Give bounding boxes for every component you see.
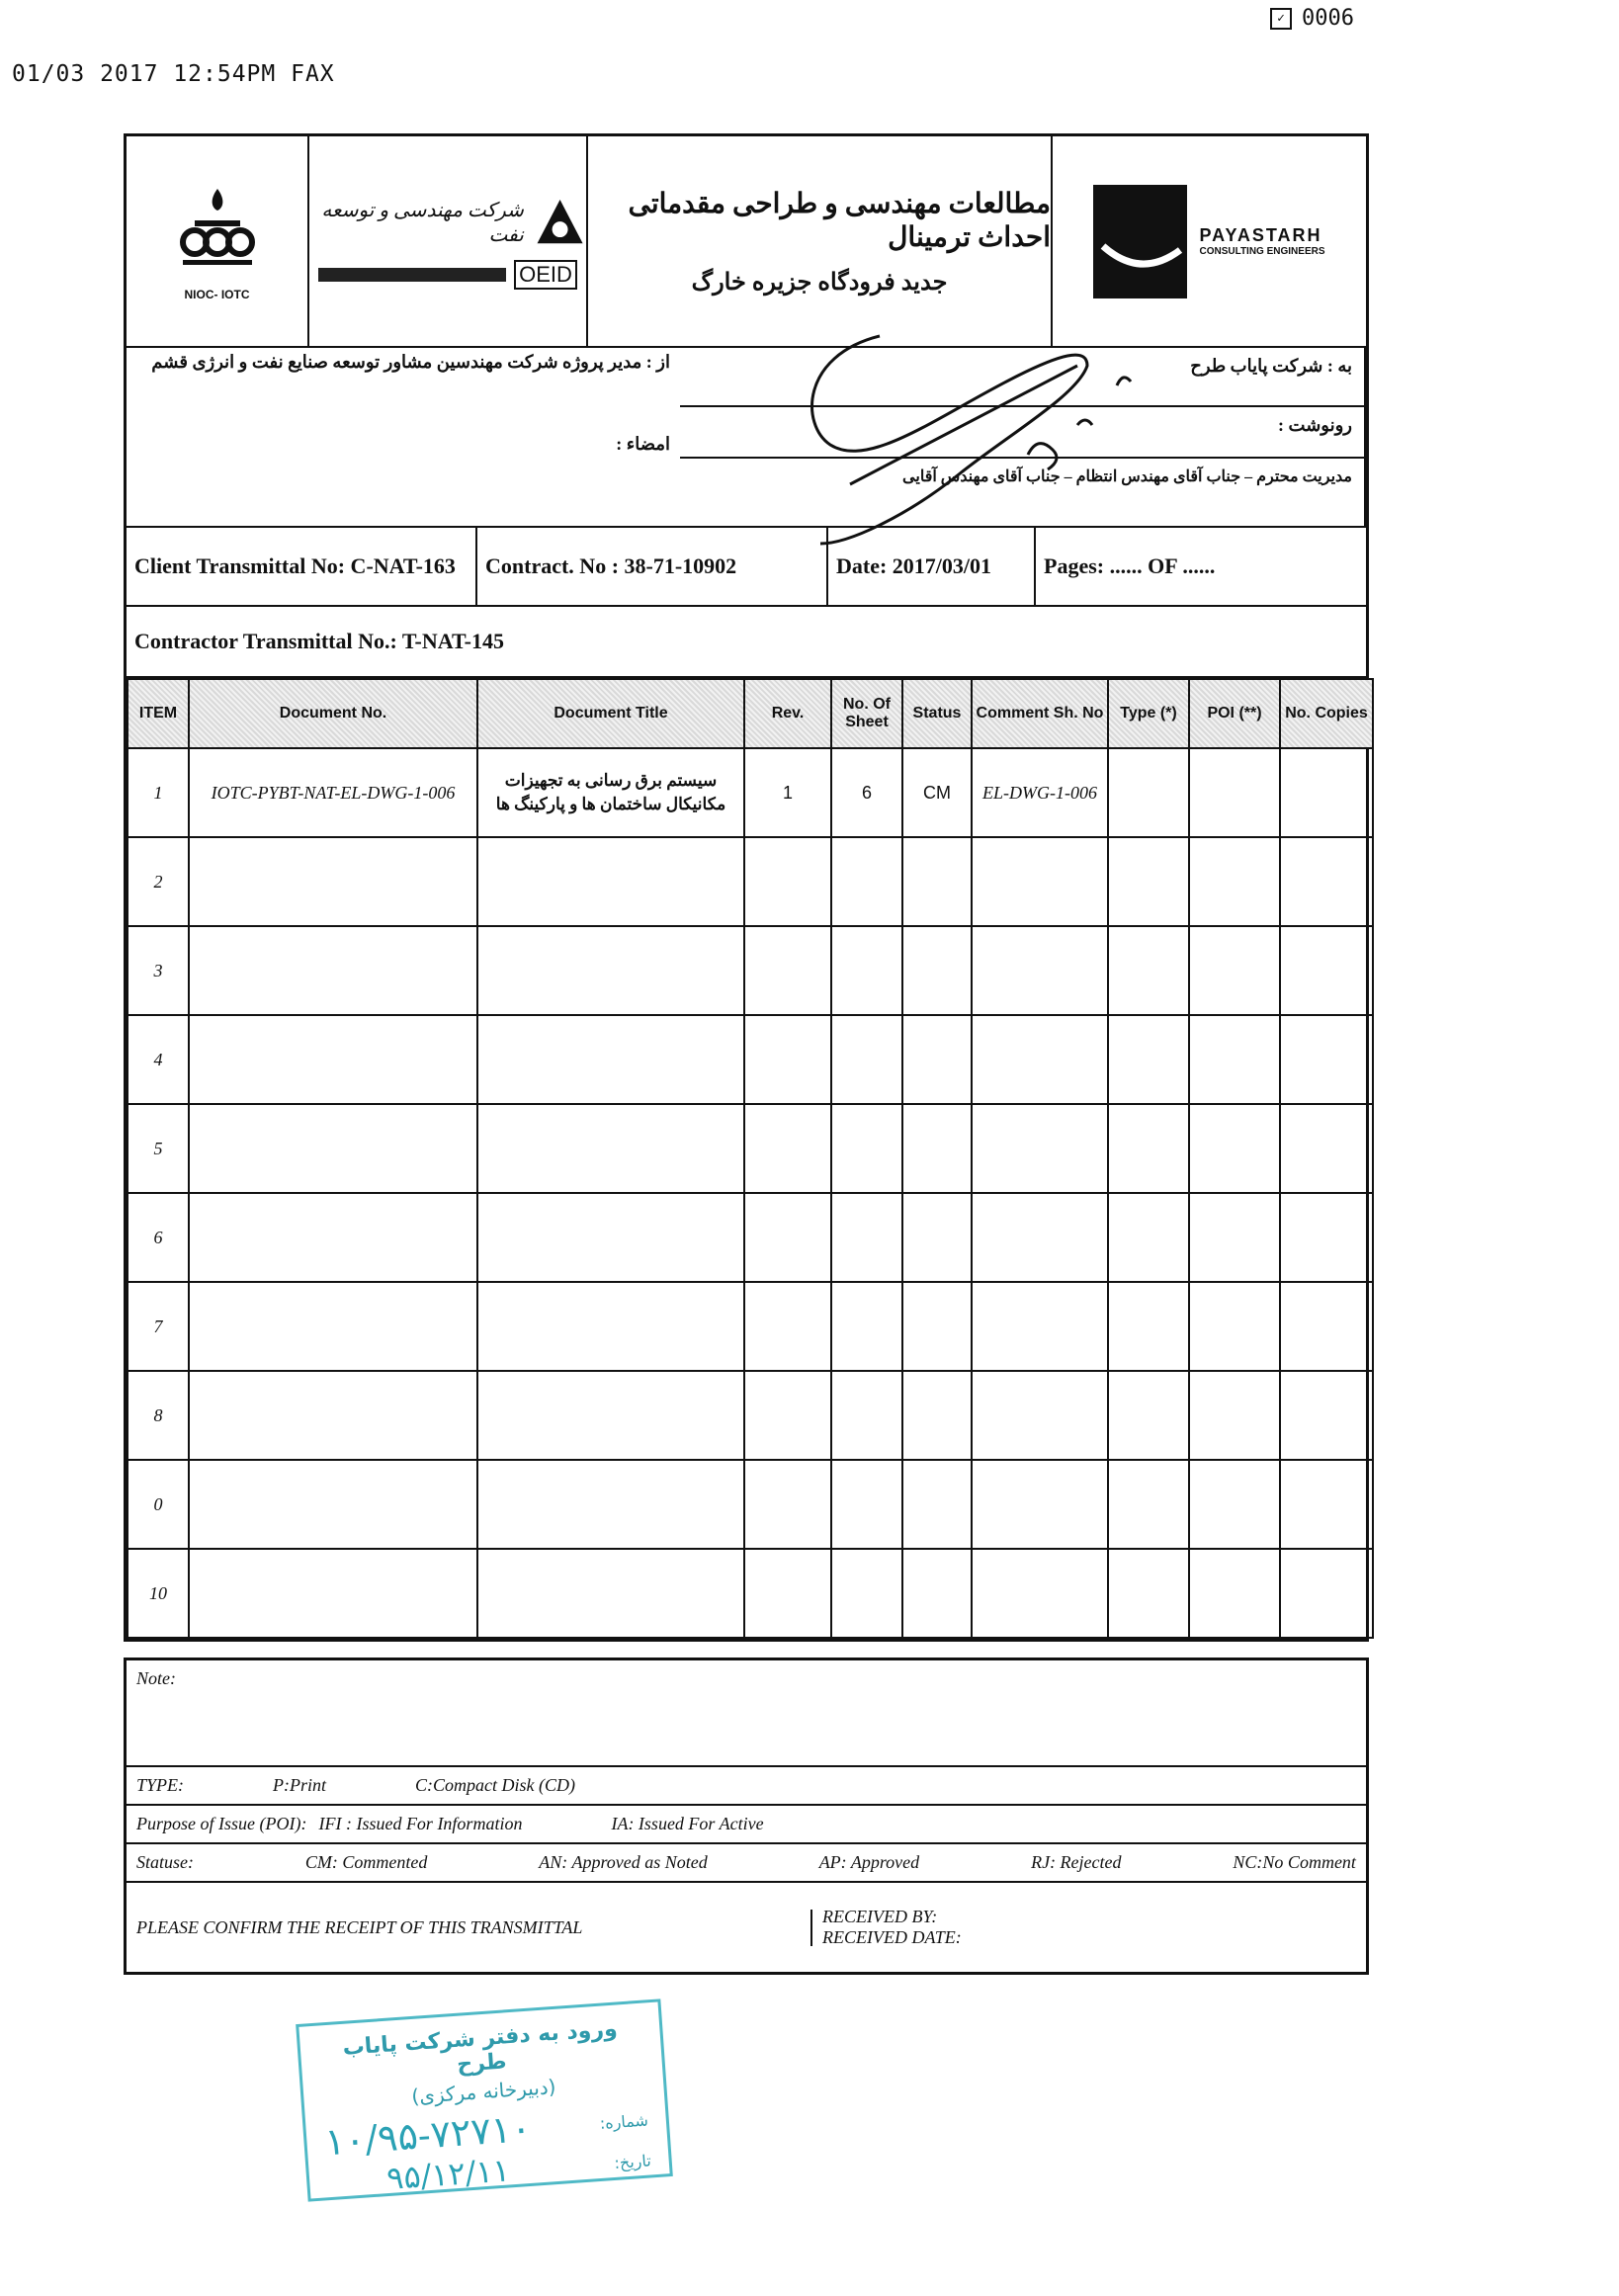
page-counter-value: 0006 xyxy=(1302,6,1354,31)
oeid-logo-icon xyxy=(534,193,586,252)
cell-sheets xyxy=(831,1282,902,1371)
cc-label: رونوشت : xyxy=(680,407,1364,459)
cell-item: 10 xyxy=(128,1549,189,1638)
cc-value: مدیریت محترم – جناب آقای مهندس انتظام – جناب آقای مهندس آقایی xyxy=(902,468,1352,485)
column-header: Comment Sh. No xyxy=(972,679,1108,748)
cell-poi xyxy=(1189,1371,1280,1460)
cell-doc-no xyxy=(189,1193,477,1282)
poi-row xyxy=(127,1806,1366,1844)
column-header: Rev. xyxy=(744,679,831,748)
column-header: Status xyxy=(902,679,972,748)
routing-from xyxy=(127,348,680,526)
status-an: AN: Approved as Noted xyxy=(539,1852,708,1872)
table-row xyxy=(128,1193,1373,1282)
cell-status xyxy=(902,926,972,1015)
table-row xyxy=(128,837,1373,926)
status-cm: CM: Commented xyxy=(304,1852,428,1872)
cell-item: 3 xyxy=(128,926,189,1015)
column-header: Document Title xyxy=(477,679,744,748)
form-header xyxy=(127,136,1366,348)
table-row xyxy=(128,1015,1373,1104)
cell-title: سیستم برق رسانی به تجهیزات مکانیکال ساختمان ها و پارکینگ ها xyxy=(477,748,744,837)
cell-comment xyxy=(972,837,1108,926)
cell-comment xyxy=(972,1104,1108,1193)
fax-header: 01/03 2017 12:54PM FAX xyxy=(12,61,335,87)
cell-type xyxy=(1108,1193,1189,1282)
column-header: ITEM xyxy=(128,679,189,748)
cell-status xyxy=(902,1104,972,1193)
cell-item: 1 xyxy=(128,748,189,837)
cell-sheets xyxy=(831,926,902,1015)
stamp-number-label: شماره: xyxy=(599,2110,649,2133)
cell-doc-no xyxy=(189,1460,477,1549)
cell-rev xyxy=(744,1549,831,1638)
table-row xyxy=(128,926,1373,1015)
cell-type xyxy=(1108,1549,1189,1638)
cell-rev: 1 xyxy=(744,748,831,837)
cell-copies xyxy=(1280,1460,1373,1549)
type-label: TYPE: xyxy=(136,1775,185,1795)
column-header: Document No. xyxy=(189,679,477,748)
cell-status xyxy=(902,1282,972,1371)
cell-copies xyxy=(1280,1282,1373,1371)
cell-copies xyxy=(1280,1104,1373,1193)
cell-rev xyxy=(744,1015,831,1104)
cell-comment xyxy=(972,1371,1108,1460)
cell-poi xyxy=(1189,1549,1280,1638)
type-print: P:Print xyxy=(273,1775,327,1795)
project-title-cell xyxy=(588,136,1053,346)
cell-title xyxy=(477,1460,744,1549)
cell-doc-no xyxy=(189,1371,477,1460)
stamp-date-label: تاریخ: xyxy=(613,2150,652,2172)
nioc-logo-icon xyxy=(173,181,262,270)
poi-label: Purpose of Issue (POI): xyxy=(136,1814,307,1833)
cell-sheets xyxy=(831,1015,902,1104)
cell-status xyxy=(902,1549,972,1638)
cell-comment xyxy=(972,1282,1108,1371)
payastarh-sub: CONSULTING ENGINEERS xyxy=(1199,246,1325,257)
document-table xyxy=(127,678,1374,1639)
type-row xyxy=(127,1767,1366,1806)
cell-status xyxy=(902,837,972,926)
cell-doc-no xyxy=(189,837,477,926)
cell-title xyxy=(477,1104,744,1193)
cell-title xyxy=(477,926,744,1015)
cell-rev xyxy=(744,1371,831,1460)
cell-copies xyxy=(1280,837,1373,926)
cell-status xyxy=(902,1193,972,1282)
confirm-cell xyxy=(127,1910,812,1946)
cell-rev xyxy=(744,1104,831,1193)
project-title: مطالعات مهندسی و طراحی مقدماتی احداث ترمینال xyxy=(628,188,1051,253)
column-header: POI (**) xyxy=(1189,679,1280,748)
cell-type xyxy=(1108,1015,1189,1104)
transmittal-date: Date: 2017/03/01 xyxy=(828,528,1036,605)
cell-poi xyxy=(1189,748,1280,837)
cell-item: 7 xyxy=(128,1282,189,1371)
stamp-line1: ورود به دفتر شرکت پایاب طرح xyxy=(341,2016,619,2078)
signature-label: امضاء : xyxy=(616,434,670,454)
type-cd: C:Compact Disk (CD) xyxy=(415,1775,575,1795)
cell-type xyxy=(1108,837,1189,926)
column-header: No. Of Sheet xyxy=(831,679,902,748)
oeid-label: OEID xyxy=(514,260,577,290)
cell-comment: EL-DWG-1-006 xyxy=(972,748,1108,837)
cell-copies xyxy=(1280,1371,1373,1460)
oeid-logo-cell xyxy=(309,136,588,346)
table-row xyxy=(128,1549,1373,1638)
routing-section xyxy=(127,348,1366,528)
checkbox-icon: ✓ xyxy=(1270,8,1292,30)
cell-type xyxy=(1108,1282,1189,1371)
cell-doc-no xyxy=(189,1282,477,1371)
cell-doc-no: IOTC-PYBT-NAT-EL-DWG-1-006 xyxy=(189,748,477,837)
cell-title xyxy=(477,1282,744,1371)
oeid-bar xyxy=(318,268,506,282)
cell-rev xyxy=(744,926,831,1015)
column-header: No. Copies xyxy=(1280,679,1373,748)
poi-ia: IA: Issued For Active xyxy=(611,1814,764,1833)
stamp-line2: (دبیرخانه مرکزی) xyxy=(410,2074,557,2109)
cell-sheets xyxy=(831,1104,902,1193)
cell-title xyxy=(477,1549,744,1638)
cell-comment xyxy=(972,1460,1108,1549)
cell-sheets xyxy=(831,837,902,926)
cell-sheets xyxy=(831,1371,902,1460)
notes-section xyxy=(124,1658,1369,1975)
status-row xyxy=(127,1844,1366,1883)
table-row xyxy=(128,748,1373,837)
cell-title xyxy=(477,1015,744,1104)
cell-doc-no xyxy=(189,926,477,1015)
cell-item: 2 xyxy=(128,837,189,926)
note-row xyxy=(127,1660,1366,1767)
receipt-stamp xyxy=(296,1998,673,2201)
cell-poi xyxy=(1189,837,1280,926)
stamp-date-value: ۹۵/۱۲/۱۱ xyxy=(384,2151,511,2198)
cell-sheets xyxy=(831,1193,902,1282)
from-label: از : مدیر پروژه شرکت مهندسین مشاور توسعه صنایع نفت و انرژی قشم xyxy=(151,352,670,372)
transmittal-form xyxy=(124,133,1369,1975)
cell-rev xyxy=(744,1282,831,1371)
cell-title xyxy=(477,1371,744,1460)
client-transmittal: Client Transmittal No: C-NAT-163 xyxy=(127,528,477,605)
project-subtitle: جدید فرودگاه جزیره خارگ xyxy=(691,269,948,296)
routing-to xyxy=(680,348,1366,526)
cell-poi xyxy=(1189,1460,1280,1549)
cell-copies xyxy=(1280,1015,1373,1104)
cell-sheets xyxy=(831,1460,902,1549)
cell-status xyxy=(902,1371,972,1460)
cell-comment xyxy=(972,926,1108,1015)
column-header: Type (*) xyxy=(1108,679,1189,748)
status-label: Statuse: xyxy=(136,1852,194,1872)
transmittal-row xyxy=(127,528,1366,607)
cell-item: 6 xyxy=(128,1193,189,1282)
payastarh-name: PAYASTARH xyxy=(1199,225,1322,245)
cell-status xyxy=(902,1460,972,1549)
cell-comment xyxy=(972,1549,1108,1638)
nioc-label: NIOC- IOTC xyxy=(184,288,250,301)
cell-copies xyxy=(1280,748,1373,837)
cell-status: CM xyxy=(902,748,972,837)
cell-poi xyxy=(1189,1282,1280,1371)
table-row xyxy=(128,1282,1373,1371)
cell-rev xyxy=(744,837,831,926)
to-label: به : شرکت پایاب طرح xyxy=(680,348,1364,407)
cell-type xyxy=(1108,1104,1189,1193)
received-by: RECEIVED BY: xyxy=(822,1907,938,1926)
confirm-row xyxy=(127,1883,1366,1972)
cell-doc-no xyxy=(189,1015,477,1104)
cell-comment xyxy=(972,1015,1108,1104)
nioc-logo-cell xyxy=(127,136,309,346)
confirm-text: PLEASE CONFIRM THE RECEIPT OF THIS TRANSMITTAL xyxy=(136,1916,583,1937)
cell-poi xyxy=(1189,926,1280,1015)
cell-doc-no xyxy=(189,1549,477,1638)
cell-title xyxy=(477,837,744,926)
contract-number: Contract. No : 38-71-10902 xyxy=(477,528,828,605)
cell-status xyxy=(902,1015,972,1104)
cell-poi xyxy=(1189,1015,1280,1104)
stamp-number-value: ۱۰/۹۵-۷۲۷۱۰ xyxy=(323,2105,533,2165)
cell-copies xyxy=(1280,1193,1373,1282)
table-row xyxy=(128,1460,1373,1549)
cell-type xyxy=(1108,1371,1189,1460)
page-counter xyxy=(1270,6,1354,31)
status-rj: RJ: Rejected xyxy=(1031,1852,1122,1872)
contractor-transmittal: Contractor Transmittal No.: T-NAT-145 xyxy=(127,607,1366,678)
cell-doc-no xyxy=(189,1104,477,1193)
cell-copies xyxy=(1280,1549,1373,1638)
table-header-row xyxy=(128,679,1373,748)
oeid-company-name: شرکت مهندسی و توسعه نفت xyxy=(321,200,524,246)
table-row xyxy=(128,1371,1373,1460)
cell-item: 5 xyxy=(128,1104,189,1193)
status-ap: AP: Approved xyxy=(818,1852,920,1872)
cell-title xyxy=(477,1193,744,1282)
note-label: Note: xyxy=(136,1668,176,1688)
cell-type xyxy=(1108,748,1189,837)
cell-poi xyxy=(1189,1193,1280,1282)
received-date: RECEIVED DATE: xyxy=(822,1927,962,1947)
cell-item: 4 xyxy=(128,1015,189,1104)
cell-sheets: 6 xyxy=(831,748,902,837)
cell-item: 0 xyxy=(128,1460,189,1549)
table-row xyxy=(128,1104,1373,1193)
cell-sheets xyxy=(831,1549,902,1638)
cell-item: 8 xyxy=(128,1371,189,1460)
cell-copies xyxy=(1280,926,1373,1015)
payastarh-logo-icon xyxy=(1093,185,1187,298)
status-nc: NC:No Comment xyxy=(1233,1852,1356,1872)
received-cell xyxy=(812,1899,1366,1956)
poi-ifi: IFI : Issued For Information xyxy=(318,1814,523,1833)
cell-poi xyxy=(1189,1104,1280,1193)
cell-comment xyxy=(972,1193,1108,1282)
cell-type xyxy=(1108,926,1189,1015)
form-body xyxy=(124,133,1369,1642)
cell-rev xyxy=(744,1460,831,1549)
cell-rev xyxy=(744,1193,831,1282)
payastarh-logo-cell xyxy=(1053,136,1366,346)
cell-type xyxy=(1108,1460,1189,1549)
pages-count: Pages: ...... OF ...... xyxy=(1044,553,1216,578)
